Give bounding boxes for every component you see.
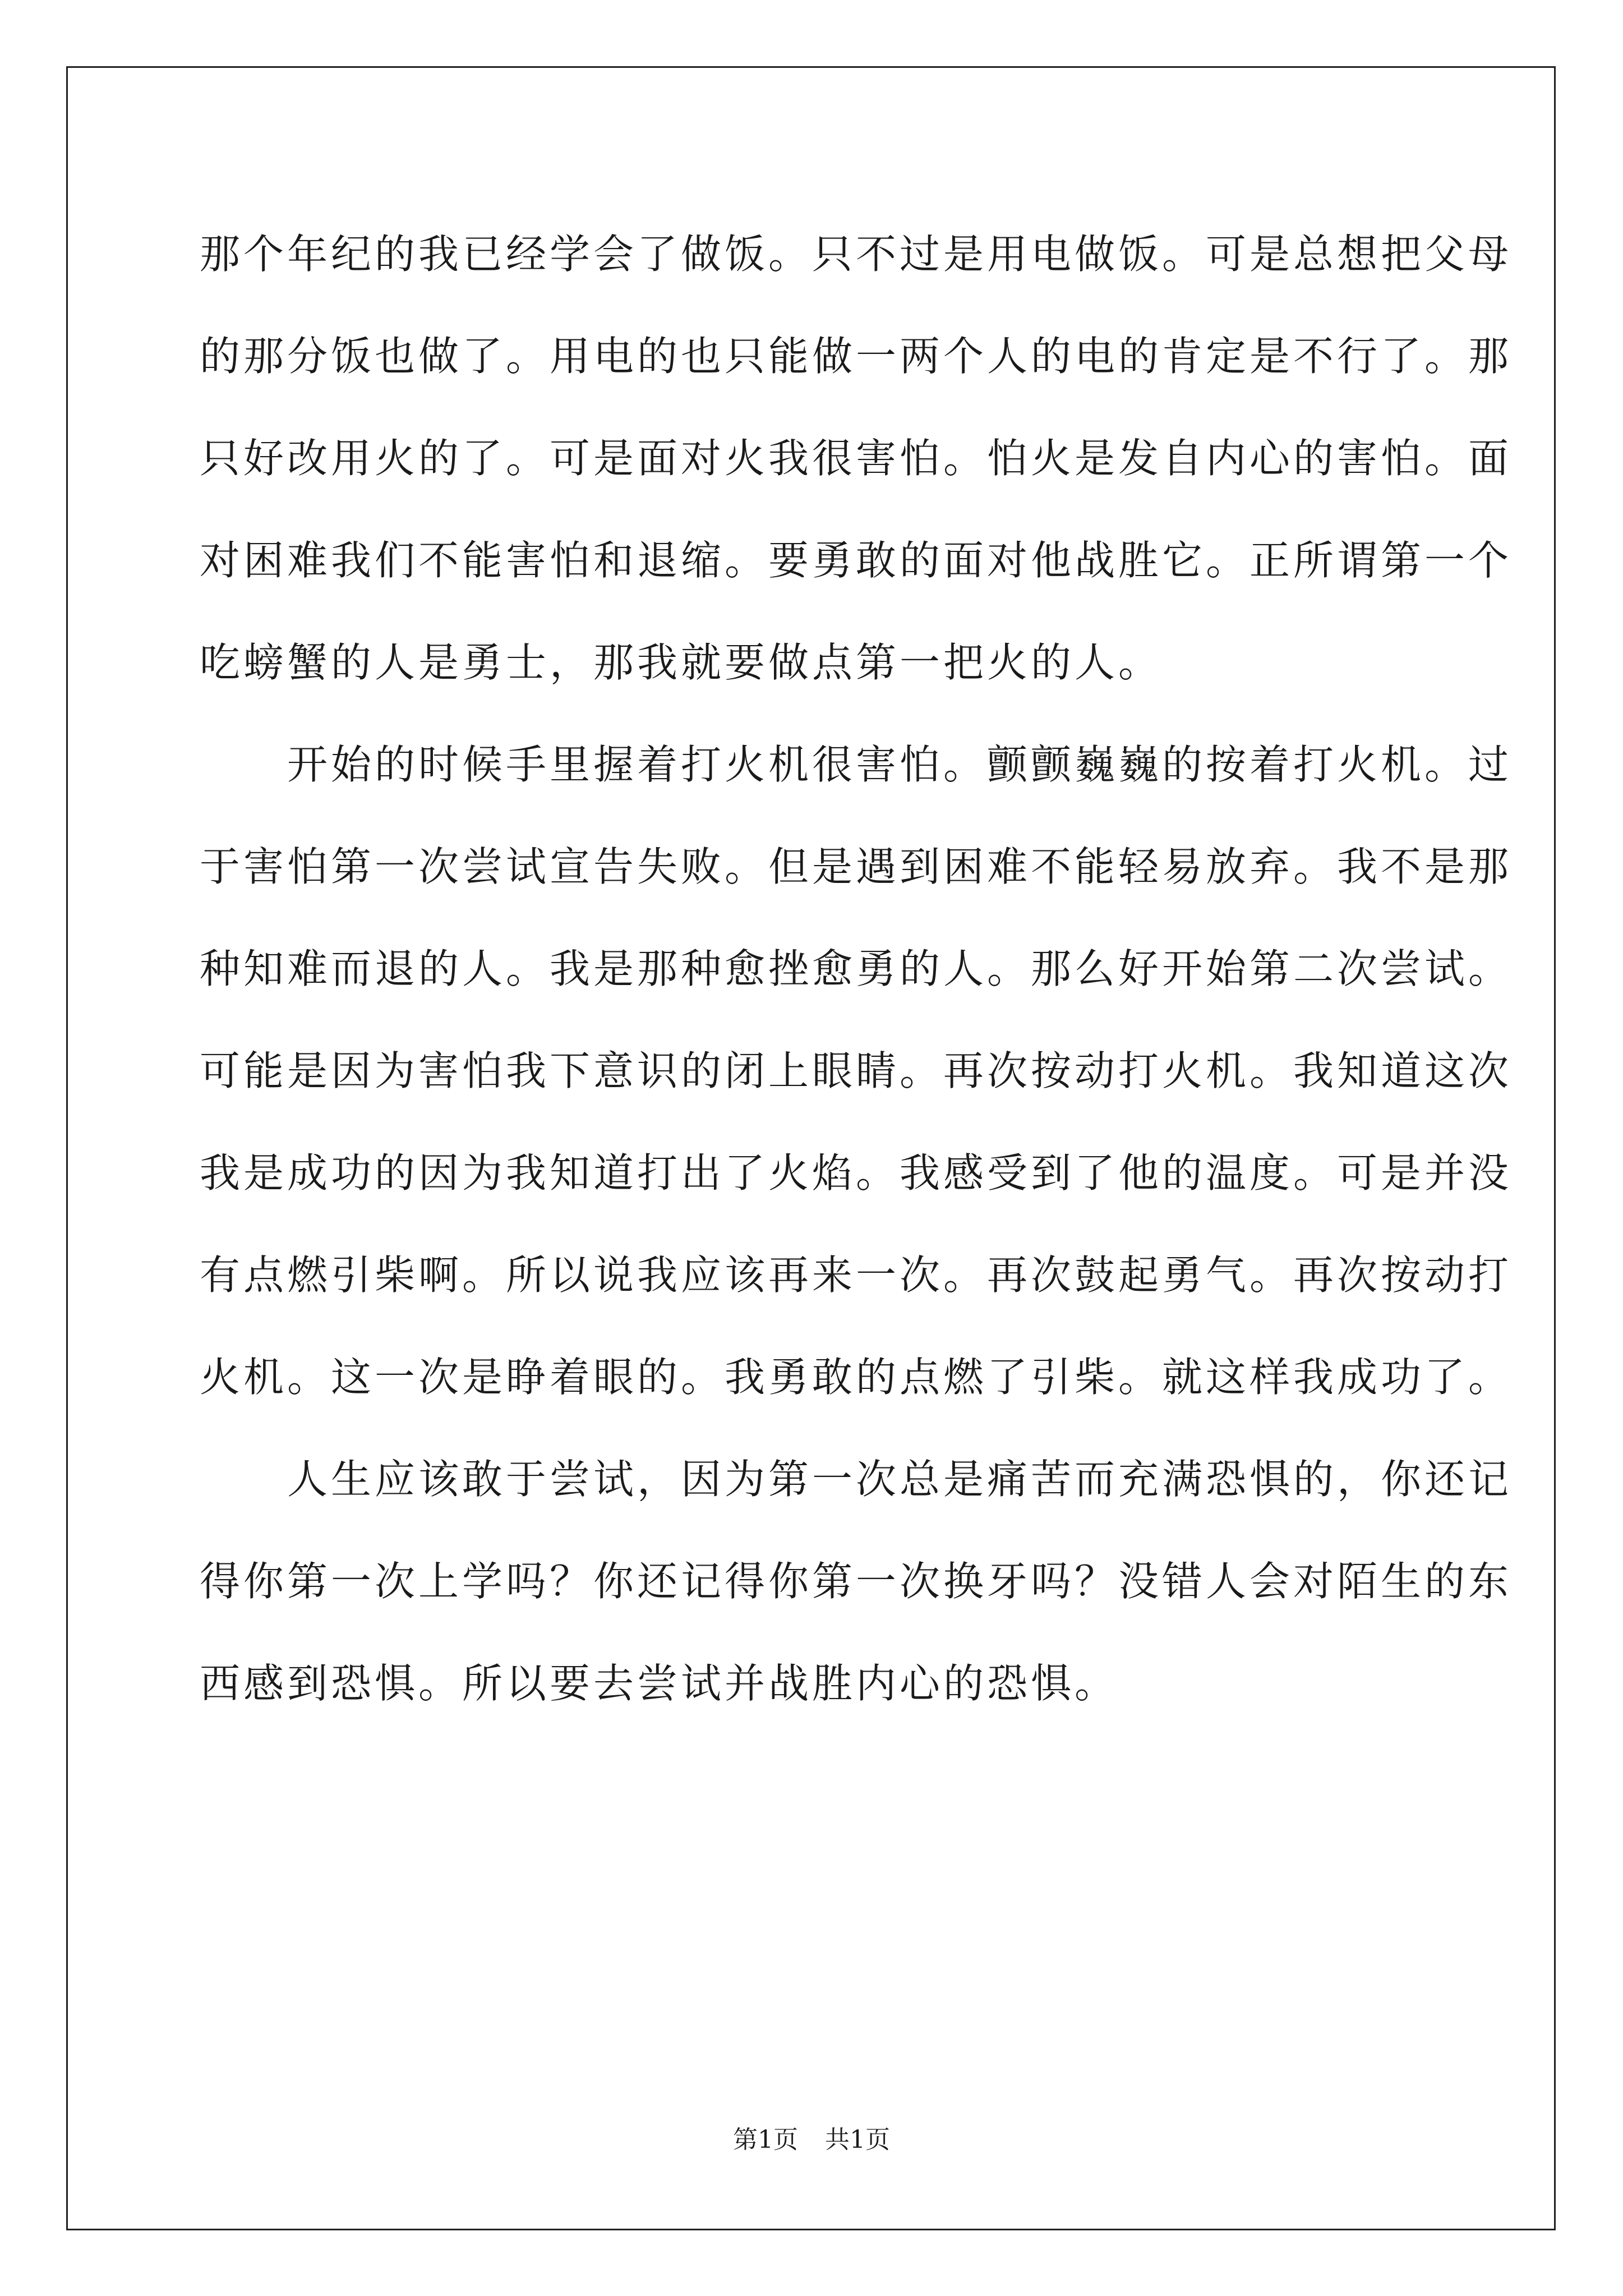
page-number-total: 共1页 (825, 2125, 890, 2154)
document-body (200, 203, 1513, 1734)
text-line: 吃螃蟹的人是勇士，那我就要做点第一把火的人。 (200, 639, 1163, 686)
page-number-current: 第1页 (733, 2125, 798, 2154)
text-line: 我是成功的因为我知道打出了火焰。我感受到了他的温度。可是并没 (200, 1149, 1513, 1197)
text-line: 只好改用火的了。可是面对火我很害怕。怕火是发自内心的害怕。面 (200, 435, 1513, 482)
text-line: 于害怕第一次尝试宣告失败。但是遇到困难不能轻易放弃。我不是那 (200, 843, 1513, 890)
text-line: 那个年纪的我已经学会了做饭。只不过是用电做饭。可是总想把父母 (200, 231, 1513, 278)
text-line: 火机。这一次是睁着眼的。我勇敢的点燃了引柴。就这样我成功了。 (200, 1354, 1513, 1401)
text-line: 种知难而退的人。我是那种愈挫愈勇的人。那么好开始第二次尝试。 (200, 945, 1513, 992)
text-line: 有点燃引柴啊。所以说我应该再来一次。再次鼓起勇气。再次按动打 (200, 1251, 1513, 1299)
text-line: 人生应该敢于尝试，因为第一次总是痛苦而充满恐惧的，你还记 (200, 1456, 1513, 1503)
text-line: 得你第一次上学吗？你还记得你第一次换牙吗？没错人会对陌生的东 (200, 1558, 1513, 1605)
text-line: 可能是因为害怕我下意识的闭上眼睛。再次按动打火机。我知道这次 (200, 1047, 1513, 1094)
text-line: 对困难我们不能害怕和退缩。要勇敢的面对他战胜它。正所谓第一个 (200, 537, 1513, 584)
page-footer (0, 2123, 1623, 2157)
text-line: 开始的时候手里握着打火机很害怕。颤颤巍巍的按着打火机。过 (200, 741, 1513, 788)
text-line: 西感到恐惧。所以要去尝试并战胜内心的恐惧。 (200, 1660, 1119, 1707)
text-line: 的那分饭也做了。用电的也只能做一两个人的电的肯定是不行了。那 (200, 333, 1513, 380)
